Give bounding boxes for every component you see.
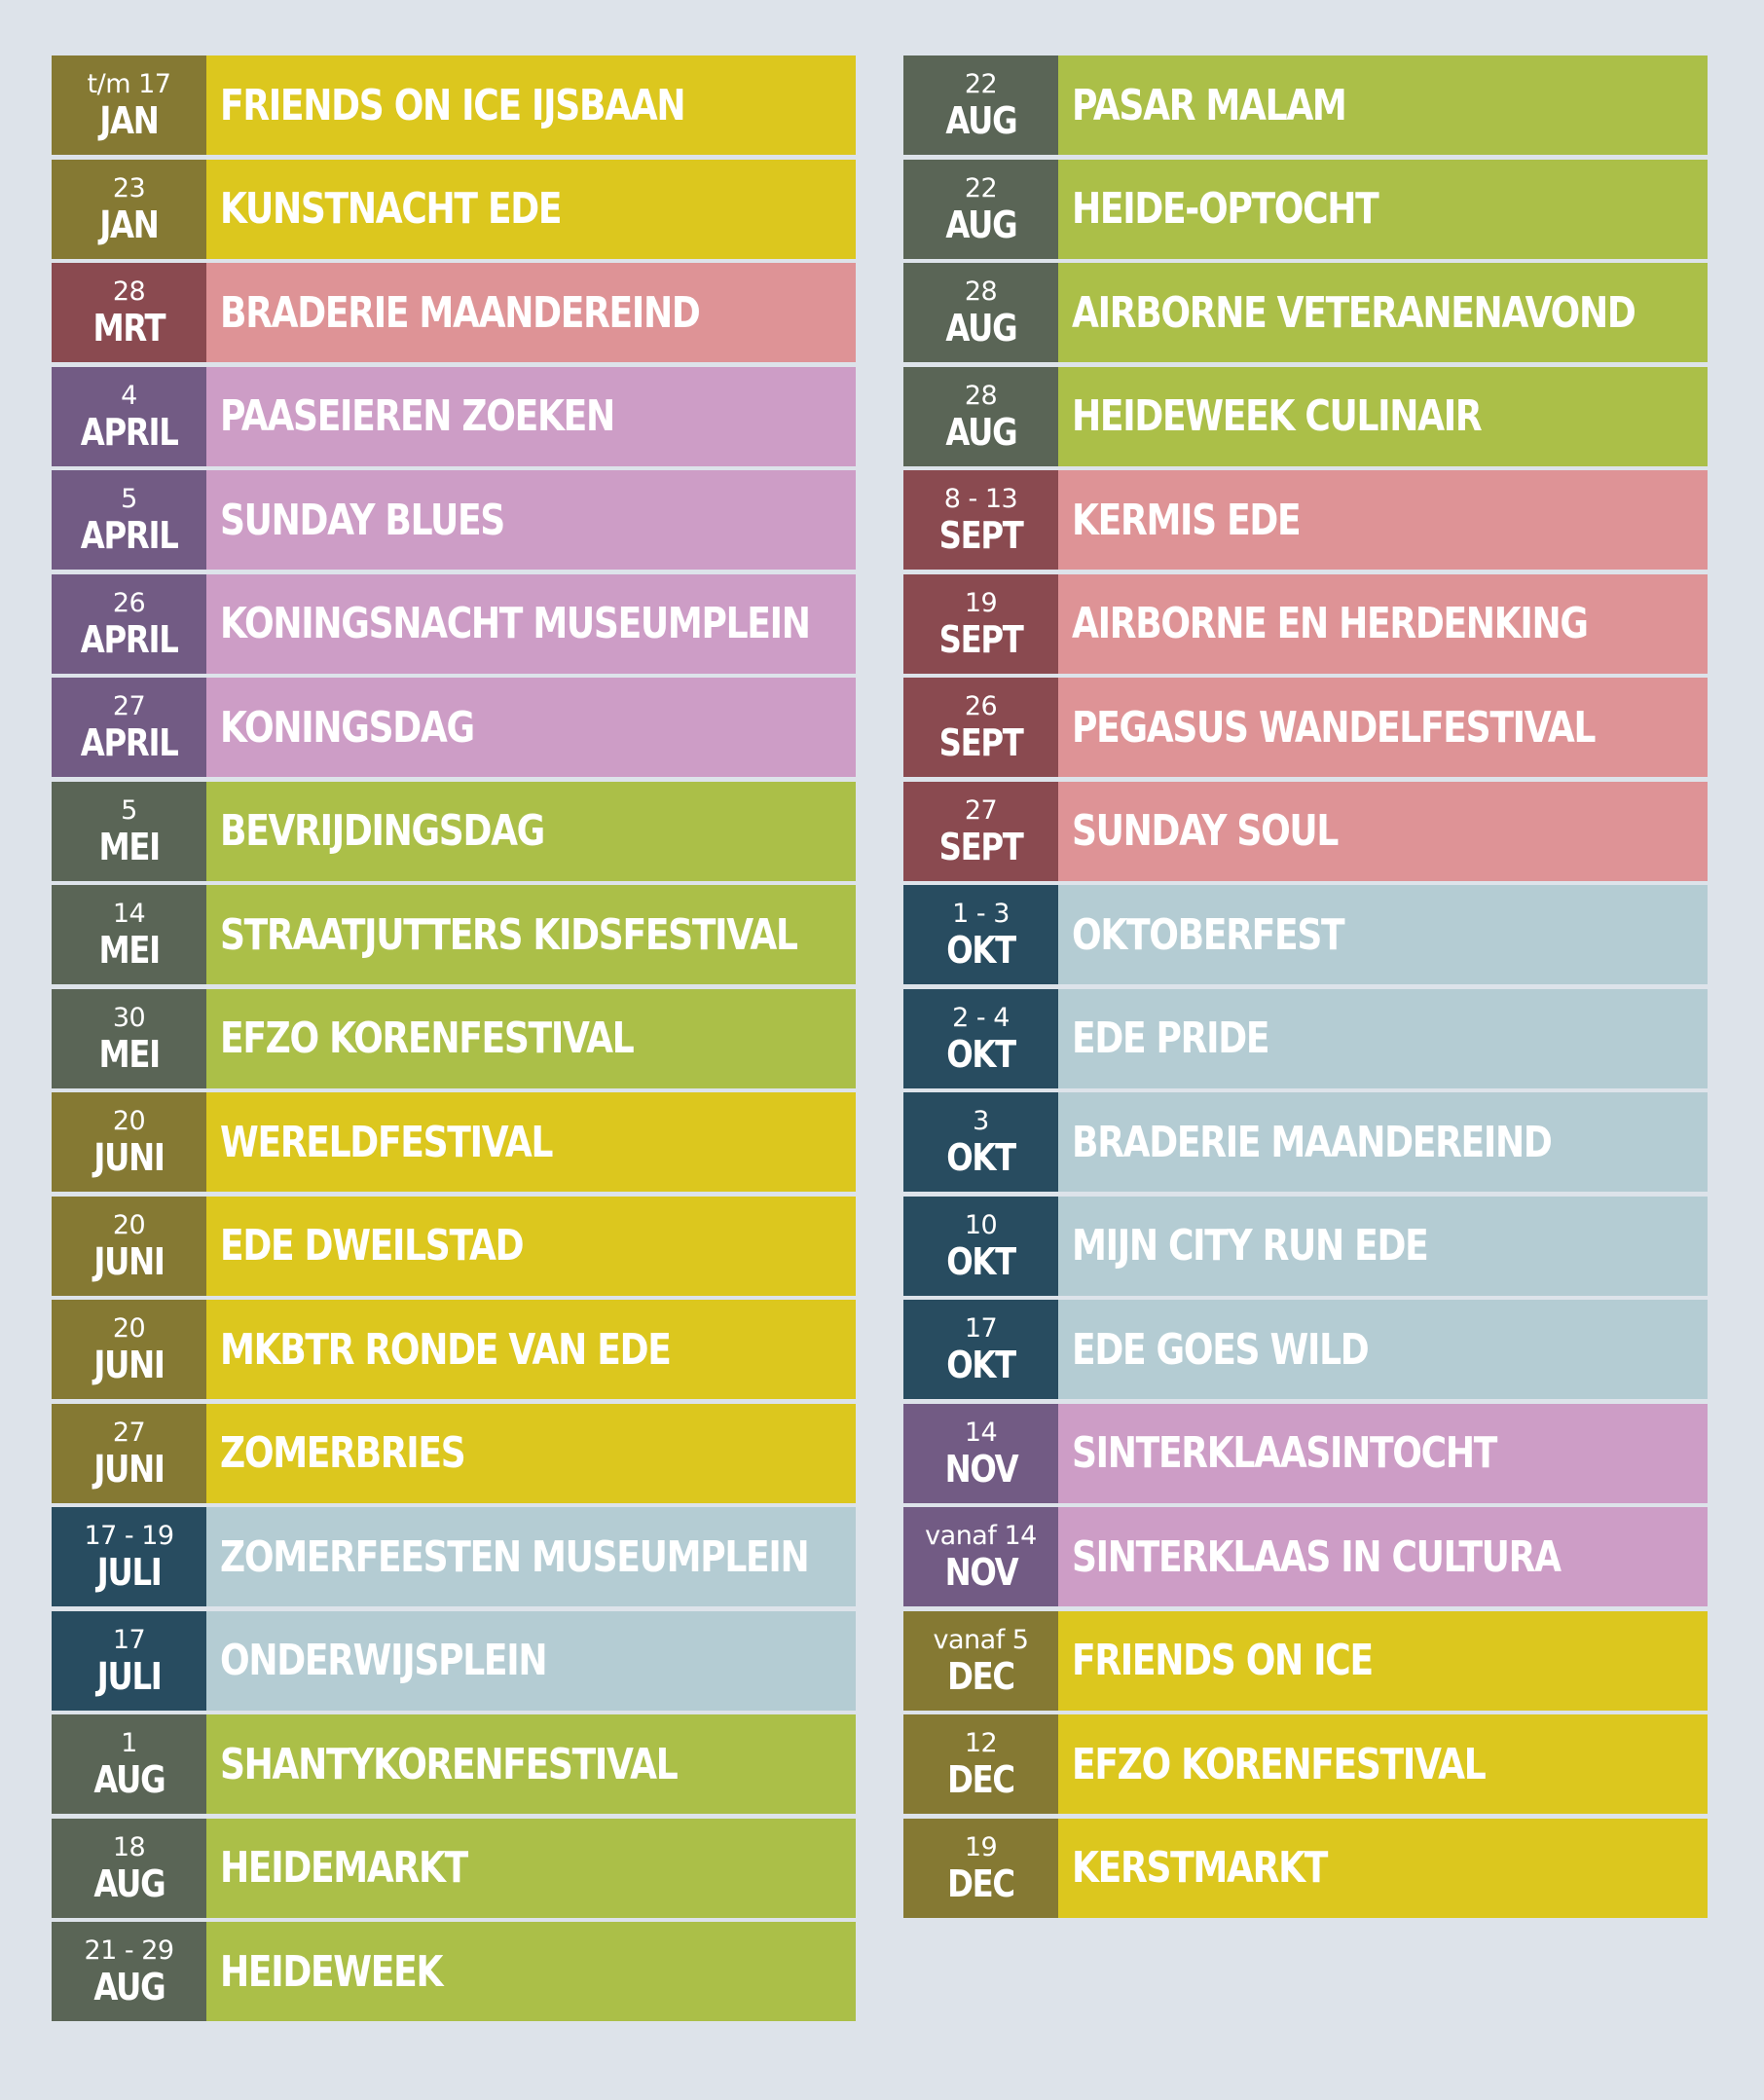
event-title [206,263,856,362]
event-day: vanaf 14 [925,1521,1037,1551]
event-month: AUG [93,1758,165,1801]
event-title [1058,1819,1708,1918]
event-day: 5 [121,484,137,514]
event-date [52,989,206,1088]
event-row [903,1714,1708,1814]
event-month: OKT [946,1344,1015,1386]
event-date [903,678,1058,777]
event-row [52,782,856,881]
event-day: 17 [112,1624,146,1655]
event-row [52,263,856,362]
event-date [52,1092,206,1192]
event-day: 28 [112,276,146,307]
event-date [903,55,1058,155]
event-month: SEPT [938,617,1023,661]
event-title-text: SHANTYKORENFESTIVAL [220,1739,678,1789]
event-day: 14 [964,1417,998,1448]
event-title-text: WERELDFESTIVAL [220,1117,553,1167]
event-title-text: STRAATJUTTERS KIDSFESTIVAL [220,909,797,960]
event-title-text: BRADERIE MAANDEREIND [1072,1117,1552,1167]
event-month: JUNI [93,1447,165,1491]
event-row [903,1092,1708,1192]
event-day: 3 [973,1106,989,1136]
event-day: 20 [112,1106,146,1136]
event-date [903,1197,1058,1296]
event-row [903,574,1708,674]
event-title [1058,55,1708,155]
event-day: 18 [112,1831,146,1862]
event-row [903,1404,1708,1503]
event-month: APRIL [80,617,178,661]
event-title [206,367,856,466]
event-row [52,1611,856,1711]
event-day: vanaf 5 [933,1624,1029,1655]
event-row [903,160,1708,259]
event-row [903,263,1708,362]
event-month: DEC [947,1861,1014,1905]
event-date [52,1922,206,2021]
event-title [1058,1507,1708,1606]
event-title [1058,678,1708,777]
event-month: JUNI [93,1239,165,1283]
event-month: OKT [946,929,1015,972]
event-day: 28 [964,380,998,411]
event-title [1058,470,1708,570]
event-title-text: EFZO KORENFESTIVAL [1072,1739,1486,1789]
event-month: NOV [944,1551,1017,1594]
event-month: OKT [946,1239,1015,1283]
event-title-text: AIRBORNE VETERANENAVOND [1072,287,1635,338]
event-day: t/m 17 [87,69,171,99]
event-month: DEC [947,1654,1014,1698]
event-day: 2 - 4 [952,1002,1010,1033]
event-month: AUG [93,1861,165,1905]
event-date [52,1819,206,1918]
event-date [903,782,1058,881]
event-month: JAN [99,99,159,142]
event-day: 22 [964,69,998,99]
event-title [206,1300,856,1399]
event-row [903,367,1708,466]
event-date [52,1300,206,1399]
event-month: OKT [946,1136,1015,1179]
event-title-text: KONINGSDAG [220,702,474,753]
event-title-text: KERMIS EDE [1072,495,1301,545]
event-title-text: ONDERWIJSPLEIN [220,1636,547,1685]
event-title [206,470,856,570]
event-day: 22 [964,172,998,203]
event-day: 17 - 19 [84,1521,174,1551]
event-month: DEC [947,1758,1014,1801]
event-month: MEI [98,929,160,972]
event-title [1058,160,1708,259]
event-title-text: EDE DWEILSTAD [220,1221,524,1271]
event-date [52,55,206,155]
event-month: JULI [96,1654,162,1698]
event-title-text: SUNDAY SOUL [1072,806,1339,856]
event-title [1058,1404,1708,1503]
event-date [903,1300,1058,1399]
event-date [903,1092,1058,1192]
event-day: 26 [964,691,998,721]
event-date [903,574,1058,674]
event-date [903,470,1058,570]
event-date [52,1507,206,1606]
event-title-text: BEVRIJDINGSDAG [220,806,544,856]
event-day: 10 [964,1209,998,1240]
event-title-text: MKBTR RONDE VAN EDE [220,1324,671,1375]
event-date [52,1404,206,1503]
event-month: JAN [99,203,159,246]
event-date [903,160,1058,259]
event-title-text: EDE GOES WILD [1072,1324,1369,1375]
event-title-text: BRADERIE MAANDEREIND [220,287,700,338]
event-month: NOV [944,1447,1017,1491]
event-month: AUG [93,1966,165,2008]
event-date [52,678,206,777]
event-title [1058,367,1708,466]
event-date [903,263,1058,362]
event-title-text: ZOMERFEESTEN MUSEUMPLEIN [220,1531,809,1582]
event-title [1058,574,1708,674]
event-title [206,678,856,777]
event-title [206,55,856,155]
event-title-text: ZOMERBRIES [220,1428,465,1478]
event-title [1058,1300,1708,1399]
event-row [52,1092,856,1192]
event-day: 21 - 29 [84,1935,174,1966]
event-row [52,1197,856,1296]
event-title [1058,1197,1708,1296]
event-date [903,1507,1058,1606]
event-title [206,1092,856,1192]
event-title-text: HEIDEMARKT [220,1843,467,1893]
event-row [52,989,856,1088]
event-title [1058,1714,1708,1814]
event-month: OKT [946,1032,1015,1076]
event-title [206,1714,856,1814]
event-title [206,1819,856,1918]
event-date [52,1611,206,1711]
event-row [903,1197,1708,1296]
event-row [903,989,1708,1088]
event-date [903,367,1058,466]
event-title [1058,885,1708,984]
event-row [52,885,856,984]
event-title [206,1507,856,1606]
event-title [206,989,856,1088]
event-title-text: AIRBORNE EN HERDENKING [1072,599,1588,648]
event-month: MEI [98,1032,160,1076]
event-title-text: EFZO KORENFESTIVAL [220,1013,634,1063]
event-month: APRIL [80,410,178,454]
event-month: SEPT [938,721,1023,764]
event-day: 20 [112,1209,146,1240]
event-day: 26 [112,587,146,618]
event-row [52,160,856,259]
event-row [52,678,856,777]
event-row [52,1404,856,1503]
event-title [1058,263,1708,362]
event-row [903,55,1708,155]
event-row [52,55,856,155]
event-row [903,1611,1708,1711]
event-day: 23 [112,172,146,203]
event-column-right [903,55,1708,1922]
event-day: 14 [112,899,146,929]
event-title-text: SUNDAY BLUES [220,495,504,545]
event-month: AUG [945,203,1016,246]
event-month: JUNI [93,1344,165,1386]
event-title-text: HEIDEWEEK CULINAIR [1072,391,1482,441]
event-month: SEPT [938,514,1023,557]
event-title [1058,1092,1708,1192]
event-date [52,470,206,570]
event-row [52,574,856,674]
event-row [52,1922,856,2021]
event-title-text: SINTERKLAASINTOCHT [1072,1428,1497,1478]
event-row [52,470,856,570]
event-title-text: FRIENDS ON ICE IJSBAAN [220,80,685,130]
event-day: 12 [964,1728,998,1758]
event-date [903,1611,1058,1711]
event-day: 1 [121,1728,137,1758]
event-day: 20 [112,1313,146,1344]
event-row [52,1300,856,1399]
event-date [903,989,1058,1088]
event-row [903,470,1708,570]
event-row [52,1714,856,1814]
event-date [52,1714,206,1814]
event-date [52,782,206,881]
event-date [903,885,1058,984]
event-date [903,1714,1058,1814]
event-title-text: EDE PRIDE [1072,1013,1269,1063]
event-date [52,574,206,674]
event-title [1058,782,1708,881]
event-row [903,1300,1708,1399]
event-month: JULI [96,1551,162,1594]
event-title-text: PASAR MALAM [1072,80,1346,130]
event-date [52,367,206,466]
event-title [206,1404,856,1503]
event-row [903,678,1708,777]
event-title-text: KERSTMARKT [1072,1843,1328,1893]
event-title-text: HEIDE-OPTOCHT [1072,184,1378,234]
event-day: 27 [964,794,998,826]
event-row [52,367,856,466]
event-row [903,885,1708,984]
event-title [206,885,856,984]
event-day: 27 [112,691,146,721]
event-title-text: PAASEIEREN ZOEKEN [220,391,614,441]
event-title [206,1922,856,2021]
event-row [52,1507,856,1606]
event-day: 5 [121,794,137,826]
event-title-text: KUNSTNACHT EDE [220,184,562,234]
event-row [903,782,1708,881]
event-title [206,1611,856,1711]
event-title [206,160,856,259]
event-row [52,1819,856,1918]
event-title-text: FRIENDS ON ICE [1072,1636,1373,1685]
event-month: MEI [98,825,160,868]
event-month: APRIL [80,514,178,557]
event-day: 30 [112,1002,146,1033]
event-day: 19 [964,587,998,618]
event-date [903,1404,1058,1503]
event-day: 17 [964,1313,998,1344]
event-day: 27 [112,1417,146,1448]
event-month: MRT [92,307,165,350]
event-title [206,574,856,674]
event-date [52,885,206,984]
event-day: 1 - 3 [952,899,1010,929]
event-day: 4 [121,380,137,411]
event-title-text: PEGASUS WANDELFESTIVAL [1072,702,1596,753]
event-day: 8 - 13 [943,484,1018,514]
event-title [206,782,856,881]
event-month: APRIL [80,721,178,764]
event-column-left [52,55,856,2026]
event-title-text: KONINGSNACHT MUSEUMPLEIN [220,599,810,648]
event-month: JUNI [93,1136,165,1179]
event-day: 19 [964,1831,998,1862]
event-month: AUG [945,307,1016,350]
event-month: AUG [945,410,1016,454]
event-day: 28 [964,276,998,307]
event-title-text: MIJN CITY RUN EDE [1072,1221,1428,1271]
event-title [206,1197,856,1296]
event-month: AUG [945,99,1016,142]
event-row [903,1507,1708,1606]
event-title-text: SINTERKLAAS IN CULTURA [1072,1531,1561,1582]
event-date [52,1197,206,1296]
event-row [903,1819,1708,1918]
event-title-text: OKTOBERFEST [1072,909,1344,960]
event-title-text: HEIDEWEEK [220,1946,443,1997]
event-title [1058,989,1708,1088]
event-month: SEPT [938,825,1023,868]
event-date [52,160,206,259]
event-title [1058,1611,1708,1711]
event-date [903,1819,1058,1918]
event-date [52,263,206,362]
